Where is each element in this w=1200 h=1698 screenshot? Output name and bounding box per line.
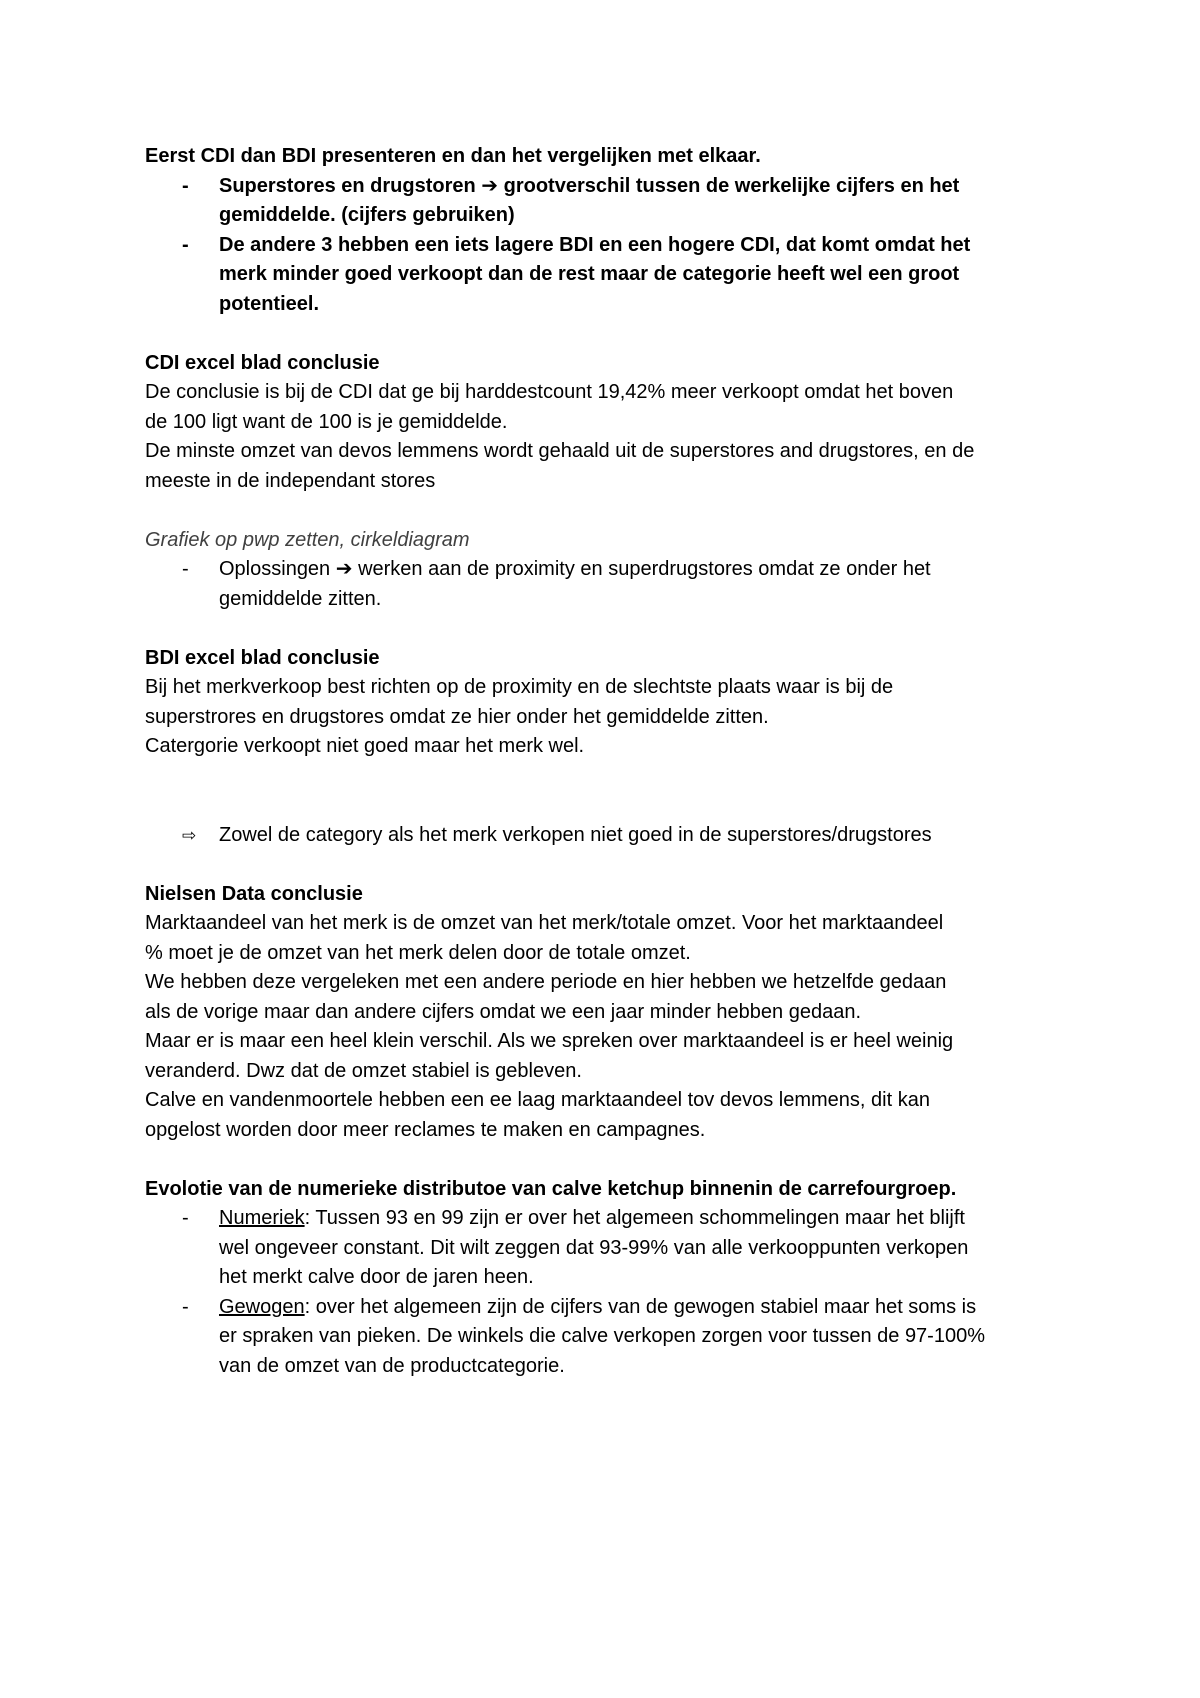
paragraph-line: De minste omzet van devos lemmens wordt gehaald uit de superstores and drugstores, en de	[145, 440, 975, 462]
bullet-dash: -	[182, 174, 189, 197]
bullet-text: van de omzet van de productcategorie.	[219, 1354, 565, 1377]
bullet-text: het merkt calve door de jaren heen.	[219, 1266, 534, 1288]
evolutie-bullet-gewogen	[145, 1293, 1075, 1382]
bullet-dash: -	[182, 558, 189, 580]
paragraph-line: Catergorie verkoopt niet goed maar het merk wel.	[145, 735, 585, 757]
bdi-arrow-bullet	[145, 821, 1075, 851]
paragraph-line: veranderd. Dwz dat de omzet stabiel is gebleven.	[145, 1059, 582, 1082]
bullet-text: : over het algemeen zijn de cijfers van de gewogen stabiel maar het soms is	[304, 1295, 977, 1318]
paragraph-line: meeste in de independant stores	[145, 469, 436, 492]
evolutie-bullet-numeriek	[145, 1204, 1075, 1293]
bullet-text: merk minder goed verkoopt dan de rest maar de categorie heeft wel een groot	[219, 263, 960, 285]
bullet-text: grootverschil tussen de werkelijke cijfers en het	[503, 174, 960, 197]
intro-bullet-1	[145, 172, 1075, 231]
bullet-text: gemiddelde. (cijfers gebruiken)	[219, 204, 515, 226]
paragraph-line: Bij het merkverkoop best richten op de proximity en de slechtste plaats waar is bij de	[145, 676, 894, 698]
bullet-dash: -	[182, 233, 189, 256]
arrow-right-icon: ➔	[481, 174, 499, 197]
paragraph-line: Calve en vandenmoortele hebben een ee laag marktaandeel tov devos lemmens, dit kan	[145, 1089, 930, 1111]
bullet-text: wel ongeveer constant. Dit wilt zeggen dat 93-99% van alle verkooppunten verkopen	[219, 1236, 969, 1259]
term-label: Numeriek	[219, 1207, 305, 1229]
bullet-text: potentieel.	[219, 292, 320, 315]
paragraph-line: de 100 ligt want de 100 is je gemiddelde.	[145, 410, 508, 433]
bullet-text: Zowel de category als het merk verkopen niet goed in de superstores/drugstores	[219, 823, 932, 846]
bullet-text: Oplossingen	[219, 558, 331, 580]
nielsen-heading: Nielsen Data conclusie	[145, 882, 363, 905]
bdi-heading: BDI excel blad conclusie	[145, 646, 380, 669]
intro-bullet-2	[145, 231, 1075, 320]
arrow-right-icon: ➔	[335, 558, 353, 580]
paragraph-line: als de vorige maar dan andere cijfers omdat we een jaar minder hebben gedaan.	[145, 1000, 861, 1023]
bullet-text: er spraken van pieken. De winkels die calve verkopen zorgen voor tussen de 97-100%	[219, 1325, 985, 1347]
paragraph-line: De conclusie is bij de CDI dat ge bij harddestcount 19,42% meer verkoopt omdat het boven	[145, 381, 954, 403]
bullet-dash: -	[182, 1295, 189, 1318]
paragraph-line: Maar er is maar een heel klein verschil. Als we spreken over marktaandeel is er heel weinig	[145, 1030, 954, 1052]
hollow-arrow-icon: ⇨	[182, 825, 197, 845]
paragraph-line: We hebben deze vergeleken met een andere periode en hier hebben we hetzelfde gedaan	[145, 971, 947, 993]
cdi-bullet	[145, 555, 1075, 614]
bullet-text: : Tussen 93 en 99 zijn er over het algemeen schommelingen maar het blijft	[304, 1207, 965, 1229]
term-label: Gewogen	[219, 1295, 305, 1318]
cdi-note: Grafiek op pwp zetten, cirkeldiagram	[145, 528, 470, 551]
cdi-heading: CDI excel blad conclusie	[145, 351, 380, 374]
bullet-dash: -	[182, 1207, 189, 1229]
bullet-text: gemiddelde zitten.	[219, 587, 382, 610]
intro-heading: Eerst CDI dan BDI presenteren en dan het vergelijken met elkaar.	[145, 145, 761, 167]
paragraph-line: % moet je de omzet van het merk delen door de totale omzet.	[145, 941, 691, 964]
paragraph-line: Marktaandeel van het merk is de omzet van het merk/totale omzet. Voor het marktaandeel	[145, 912, 944, 934]
paragraph-line: superstrores en drugstores omdat ze hier onder het gemiddelde zitten.	[145, 705, 769, 728]
bullet-text: werken aan de proximity en superdrugstores omdat ze onder het	[358, 558, 931, 580]
document-page	[145, 142, 1075, 1381]
paragraph-line: opgelost worden door meer reclames te maken en campagnes.	[145, 1118, 706, 1141]
bullet-text: De andere 3 hebben een iets lagere BDI en een hogere CDI, dat komt omdat het	[219, 233, 971, 256]
evolutie-heading: Evolotie van de numerieke distributoe van calve ketchup binnenin de carrefourgroep.	[145, 1177, 957, 1200]
bullet-text: Superstores en drugstoren	[219, 174, 476, 197]
